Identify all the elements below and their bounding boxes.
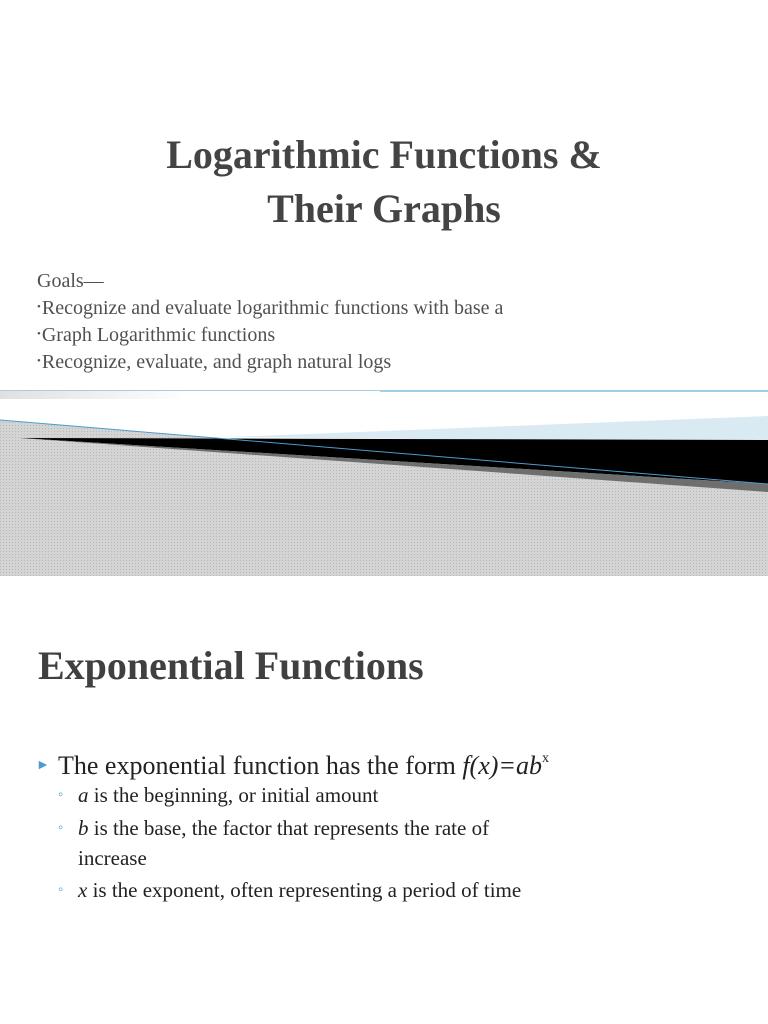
variable: x <box>78 878 88 902</box>
fade-strip <box>0 391 380 399</box>
formula-exponent: x <box>541 751 549 766</box>
formula: f(x)=ab <box>462 751 542 780</box>
circle-bullet-icon: ◦ <box>58 787 64 803</box>
slide-title <box>0 128 768 236</box>
decorative-banner <box>0 380 768 576</box>
goal-item: •Graph Logarithmic functions <box>37 324 276 346</box>
slide-2-title: Exponential Functions <box>38 643 424 688</box>
title-line-1: Logarithmic Functions & <box>166 132 602 177</box>
continuation: increase <box>78 846 147 870</box>
goals-list <box>37 268 737 375</box>
main-bullet-text: The exponential function has the form <box>58 751 463 780</box>
goal-item: •Recognize, evaluate, and graph natural logs <box>37 351 392 373</box>
sub-bullet: ◦ b is the base, the factor that represents the rate of increase <box>58 813 698 873</box>
light-blue-wedge <box>230 416 768 440</box>
variable: a <box>78 783 89 807</box>
bullet-icon: • <box>37 301 41 313</box>
sub-bullet: ◦ x is the exponent, often representing a period of time <box>58 875 698 905</box>
main-bullet <box>36 742 736 783</box>
title-line-2: Their Graphs <box>267 186 501 231</box>
goal-item: •Recognize and evaluate logarithmic functions with base a <box>37 297 504 319</box>
circle-bullet-icon: ◦ <box>58 820 64 836</box>
triangle-bullet-icon: ► <box>36 758 50 773</box>
variable: b <box>78 816 89 840</box>
sub-bullet: ◦ a is the beginning, or initial amount <box>58 780 698 810</box>
circle-bullet-icon: ◦ <box>58 882 64 898</box>
bullet-icon: • <box>37 355 41 367</box>
bullet-icon: • <box>37 328 41 340</box>
goals-heading: Goals— <box>37 270 104 292</box>
